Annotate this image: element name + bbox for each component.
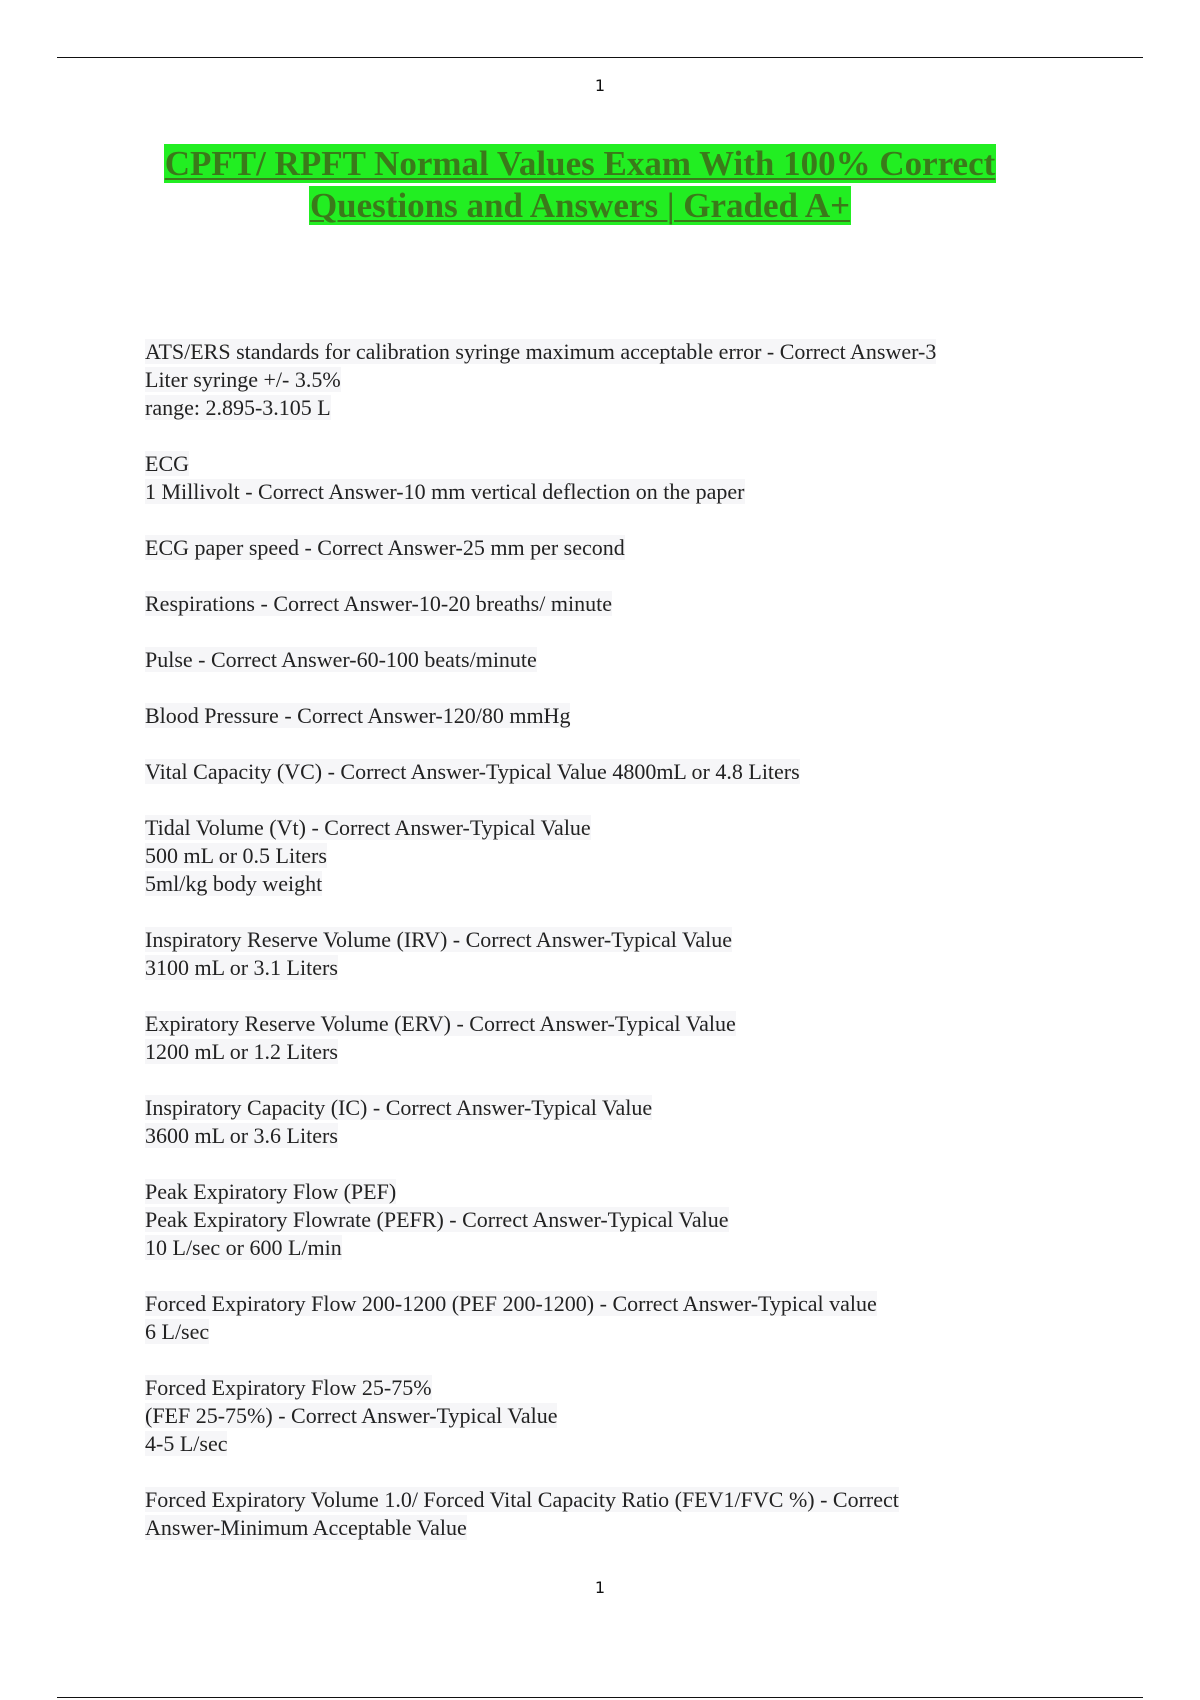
qa-line bbox=[145, 1290, 1045, 1318]
qa-item bbox=[145, 534, 1045, 562]
qa-line bbox=[145, 478, 1045, 506]
qa-line-text: Peak Expiratory Flow (PEF) bbox=[145, 1179, 397, 1204]
qa-line-text: Blood Pressure - Correct Answer-120/80 mmHg bbox=[145, 703, 571, 728]
qa-line-text: 3100 mL or 3.1 Liters bbox=[145, 955, 338, 980]
qa-line-text: Peak Expiratory Flowrate (PEFR) - Correct Answer-Typical Value bbox=[145, 1207, 729, 1232]
qa-item bbox=[145, 1486, 1045, 1542]
footer-page-number: 1 bbox=[594, 1578, 606, 1597]
qa-line bbox=[145, 870, 1045, 898]
qa-item bbox=[145, 1178, 1045, 1262]
qa-line-text: Tidal Volume (Vt) - Correct Answer-Typical Value bbox=[145, 815, 591, 840]
document-title bbox=[140, 143, 1020, 227]
qa-line-text: ATS/ERS standards for calibration syringe maximum acceptable error - Correct Answer-3 bbox=[145, 339, 937, 364]
qa-item bbox=[145, 1290, 1045, 1346]
qa-item bbox=[145, 1374, 1045, 1458]
qa-line-text: Liter syringe +/- 3.5% bbox=[145, 367, 341, 392]
qa-item bbox=[145, 1010, 1045, 1066]
qa-line-text: ECG paper speed - Correct Answer-25 mm per second bbox=[145, 535, 625, 560]
qa-line-text: 6 L/sec bbox=[145, 1319, 210, 1344]
qa-line-text: Pulse - Correct Answer-60-100 beats/minute bbox=[145, 647, 537, 672]
qa-line-text: 4-5 L/sec bbox=[145, 1431, 228, 1456]
qa-item bbox=[145, 646, 1045, 674]
qa-line bbox=[145, 1206, 1045, 1234]
qa-line-text: (FEF 25-75%) - Correct Answer-Typical Value bbox=[145, 1403, 558, 1428]
qa-line-text: 5ml/kg body weight bbox=[145, 871, 323, 896]
qa-line bbox=[145, 954, 1045, 982]
qa-item bbox=[145, 450, 1045, 506]
qa-line-text: Inspiratory Reserve Volume (IRV) - Correct Answer-Typical Value bbox=[145, 927, 733, 952]
qa-line bbox=[145, 534, 1045, 562]
qa-line-text: ECG bbox=[145, 451, 189, 476]
qa-item bbox=[145, 590, 1045, 618]
qa-line bbox=[145, 702, 1045, 730]
qa-item bbox=[145, 1094, 1045, 1150]
qa-line bbox=[145, 842, 1045, 870]
qa-line bbox=[145, 926, 1045, 954]
qa-line-text: Expiratory Reserve Volume (ERV) - Correct Answer-Typical Value bbox=[145, 1011, 736, 1036]
qa-line bbox=[145, 1318, 1045, 1346]
qa-line bbox=[145, 366, 1045, 394]
qa-line-text: 500 mL or 0.5 Liters bbox=[145, 843, 327, 868]
qa-line-text: 10 L/sec or 600 L/min bbox=[145, 1235, 342, 1260]
qa-line bbox=[145, 1038, 1045, 1066]
qa-line bbox=[145, 394, 1045, 422]
qa-item bbox=[145, 926, 1045, 982]
qa-line-text: Respirations - Correct Answer-10-20 breaths/ minute bbox=[145, 591, 612, 616]
qa-line-text: Forced Expiratory Flow 25-75% bbox=[145, 1375, 432, 1400]
document-title-line-2: Questions and Answers | Graded A+ bbox=[309, 186, 851, 225]
qa-line bbox=[145, 1010, 1045, 1038]
qa-line-text: range: 2.895-3.105 L bbox=[145, 395, 331, 420]
qa-line-text: Answer-Minimum Acceptable Value bbox=[145, 1515, 467, 1540]
qa-line bbox=[145, 814, 1045, 842]
footer-rule bbox=[57, 1697, 1143, 1698]
header-page-number: 1 bbox=[594, 76, 606, 95]
qa-line bbox=[145, 646, 1045, 674]
qa-line bbox=[145, 590, 1045, 618]
qa-line-text: 3600 mL or 3.6 Liters bbox=[145, 1123, 338, 1148]
qa-line-text: Vital Capacity (VC) - Correct Answer-Typical Value 4800mL or 4.8 Liters bbox=[145, 759, 800, 784]
header-rule bbox=[57, 57, 1143, 58]
qa-line-text: 1200 mL or 1.2 Liters bbox=[145, 1039, 338, 1064]
qa-line bbox=[145, 1178, 1045, 1206]
qa-line bbox=[145, 1514, 1045, 1542]
qa-line-text: Inspiratory Capacity (IC) - Correct Answer-Typical Value bbox=[145, 1095, 653, 1120]
qa-item bbox=[145, 338, 1045, 422]
qa-line bbox=[145, 1402, 1045, 1430]
qa-line-text: 1 Millivolt - Correct Answer-10 mm vertical deflection on the paper bbox=[145, 479, 745, 504]
qa-line bbox=[145, 1430, 1045, 1458]
qa-line bbox=[145, 1234, 1045, 1262]
document-title-line-1: CPFT/ RPFT Normal Values Exam With 100% Correct bbox=[164, 144, 996, 183]
qa-line-text: Forced Expiratory Flow 200-1200 (PEF 200-1200) - Correct Answer-Typical value bbox=[145, 1291, 877, 1316]
qa-line bbox=[145, 1122, 1045, 1150]
qa-line bbox=[145, 1094, 1045, 1122]
qa-line bbox=[145, 1374, 1045, 1402]
qa-line bbox=[145, 758, 1045, 786]
qa-line bbox=[145, 1486, 1045, 1514]
question-answer-list bbox=[145, 338, 1045, 1570]
qa-line bbox=[145, 338, 1045, 366]
qa-item bbox=[145, 758, 1045, 786]
qa-item bbox=[145, 814, 1045, 898]
qa-line bbox=[145, 450, 1045, 478]
qa-line-text: Forced Expiratory Volume 1.0/ Forced Vital Capacity Ratio (FEV1/FVC %) - Correct bbox=[145, 1487, 899, 1512]
qa-item bbox=[145, 702, 1045, 730]
